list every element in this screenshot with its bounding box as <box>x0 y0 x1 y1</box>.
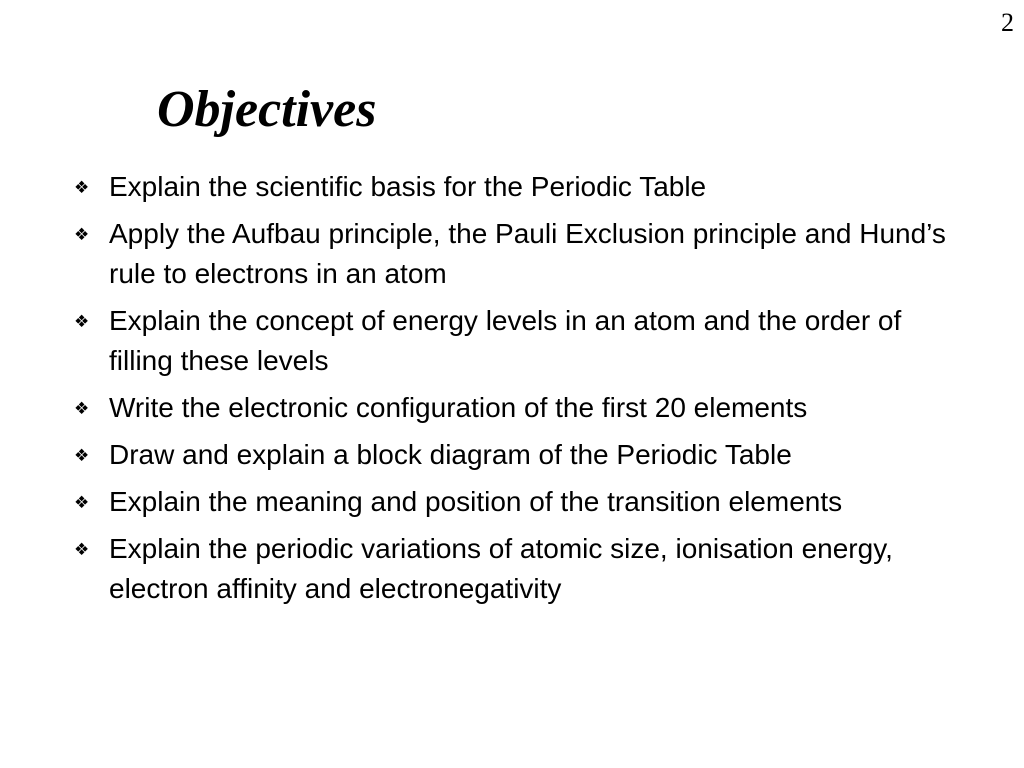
diamond-quad-icon: ❖ <box>74 446 90 466</box>
objective-text: Explain the concept of energy levels in an atom and the order of filling these levels <box>109 305 902 376</box>
page-number: 2 <box>1001 8 1014 37</box>
objective-item <box>72 388 972 428</box>
objective-text: Explain the meaning and position of the transition elements <box>109 486 843 517</box>
objective-item <box>72 167 972 207</box>
objective-text: Write the electronic configuration of the first 20 elements <box>109 392 808 423</box>
diamond-quad-icon: ❖ <box>74 312 90 332</box>
diamond-quad-icon: ❖ <box>74 225 90 245</box>
objective-item <box>72 435 972 475</box>
objectives-list <box>72 167 972 616</box>
diamond-quad-icon: ❖ <box>74 493 90 513</box>
objective-item <box>72 301 972 381</box>
objective-item <box>72 482 972 522</box>
objective-text: Draw and explain a block diagram of the Periodic Table <box>109 439 792 470</box>
objective-item <box>72 529 972 609</box>
diamond-quad-icon: ❖ <box>74 178 90 198</box>
slide-title: Objectives <box>157 81 377 138</box>
diamond-quad-icon: ❖ <box>74 540 90 560</box>
diamond-quad-icon: ❖ <box>74 399 90 419</box>
objective-text: Explain the scientific basis for the Periodic Table <box>109 171 707 202</box>
objective-text: Apply the Aufbau principle, the Pauli Exclusion principle and Hund’s rule to electrons in an atom <box>109 218 946 289</box>
objective-item <box>72 214 972 294</box>
objective-text: Explain the periodic variations of atomic size, ionisation energy, electron affinity and electronegativity <box>109 533 893 604</box>
